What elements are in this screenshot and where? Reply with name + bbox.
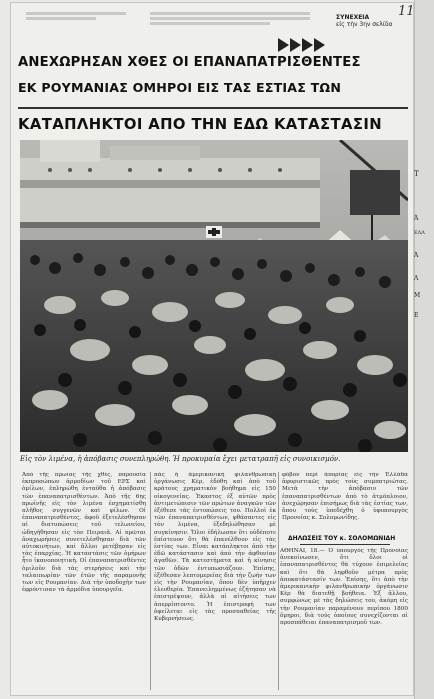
continuation-notice xyxy=(336,14,393,28)
column-divider-2 xyxy=(278,472,279,690)
headline-line-3: ΚΑΤΑΠΛΗΚΤΟΙ ΑΠΟ ΤΗΝ ΕΔΩ ΚΑΤΑΣΤΑΣΙΝ xyxy=(18,116,383,133)
right-fragment-1: Τ xyxy=(414,170,419,178)
arrow-triangles-icon xyxy=(278,38,334,52)
article-column-3a: φόβον περὶ ἀπορίας εἰς τὴν Ἑλλάδα ἀφοριστικῶς πρὸς τοὺς συμπατριώτας. Μετὰ τὴν ἀπόβασιν τῶν ἐπαναπατρισθέντων ἀπὸ τὸ ἀτμόπλοιον, ἀνεχώρησαν ἐπισήμως διὰ τὰς ἑστίας των, ὅπου τοὺς ὑπεδέχθη ὁ ὑφυπουργὸς Προνοίας κ. Σολομωνίδης. xyxy=(282,472,408,522)
right-fragment-7: Ε xyxy=(414,312,419,319)
article-column-2: πὰς ἡ ἀμερικανικὴ φιλανθρωπικὴ ὀργάνωσις Κὲρ, ἐδόθη καὶ ἀπὸ τοῦ κράτους χρηματικὸν βοήθημα εἰς 150 οἰκογενείας. Ἐκαστος ἐξ αὐτῶν πρὸς ἀντιμετώπισιν τῶν πρώτων ἀναγκῶν τῶν ἐξέθεσε τὰς ἐντυπώσεις του. Πολλοὶ ἐκ τῶν ἐπαναπατρισθέντων, φθάσαντες εἰς τὸν λιμένα, ἐξεδηλώθησαν μὲ συγκίνησιν. Ὅλοι ἐδήλωσαν ὅτι οὐδέποτε ἐπίστευον ὅτι θὰ ἐπανέλθουν εἰς τὰς ἑστίας των. Εἶναι κατάπληκτοι ἀπὸ τὴν ἐδῶ κατάστασιν καὶ ἀπὸ τὴν ἀφθονίαν ἀγαθῶν. Τὰ κατεστήματα καὶ ἡ κίνησις τῶν ὁδῶν ἐντυπωσιάζουν. Ἐπίσης, ἐξέθεσαν λεπτομερείας διὰ τὴν ζωήν των εἰς τὴν Ρουμανίαν, ὅπου δὲν ὑπῆρχεν ἐλευθερία. Ἐπανειλημμένως ἐζήτησαν νὰ ἐπιστρέψουν, ἀλλὰ αἱ αἰτήσεις των ἀπερρίπτοντο. Ἡ ἐπιστροφή των ὀφείλεται εἰς τὰς προσπαθείας τῆς Κυβερνήσεως. xyxy=(154,472,276,623)
right-fragment-2: Ἀ xyxy=(414,215,419,222)
handwritten-page-number: 11 xyxy=(398,4,415,19)
right-fragment-4: Ἀ xyxy=(414,252,419,259)
subheading-underline xyxy=(300,544,390,545)
adjacent-page-strip xyxy=(414,0,434,699)
headline-rule xyxy=(18,107,408,109)
right-fragment-3: ΕΛΛ xyxy=(414,230,425,236)
continuation-ref: είς τὴν 3ην σελίδα xyxy=(336,21,393,28)
column-divider-1 xyxy=(150,472,151,690)
article-column-3b: ΑΘΗΝΑΙ, 18.— Ὁ ὑπουργὸς τῆς Προνοίας ἀνεκοίνωσεν, ὅτι ὅλοι οἱ ἐπαναπατρισθέντες θὰ τύχουν ἐπιμελείας καὶ ὅτι θὰ ληφθοῦν μέτρα πρὸς ἀποκατάστασίν των. Ἐπίσης, ὅτι ἀπὸ τὴν ἀμερικανικὴν φιλανθρωπικὴν ὀργάνωσιν Κὲρ θὰ διατεθῇ βοήθεια. Ἐξ ἄλλου, συμφώνως μὲ τὰς δηλώσεις του, ἀκόμη εἰς τὴν Ρουμανίαν παραμένουν περίπου 1800 ὅμηροι, διὰ τοὺς ὁποίους συνεχίζονται αἱ προσπάθειαι ἐπαναπατρισμοῦ των. xyxy=(280,548,408,627)
headline-line-1: ΑΝΕΧΩΡΗΣΑΝ ΧΘΕΣ ΟΙ ΕΠΑΝΑΠΑΤΡΙΣΘΕΝΤΕΣ xyxy=(18,55,361,70)
continuation-label: ΣΥΝΕΧΕΙΑ xyxy=(336,14,370,21)
headline-line-2: ΕΚ ΡΟΥΜΑΝΙΑΣ ΟΜΗΡΟΙ ΕΙΣ ΤΑΣ ΕΣΤΙΑΣ ΤΩΝ xyxy=(18,80,342,95)
right-fragment-5: Λ xyxy=(414,275,419,282)
top-fragment-left xyxy=(26,10,126,22)
subheading-statements: ΔΗΛΩΣΕΙΣ ΤΟΥ κ. ΣΟΛΟΜΩΝΙΔΗ xyxy=(288,535,396,542)
harbor-crowd-photo xyxy=(20,140,408,452)
article-column-1: Ἀπὸ τῆς πρωΐας τῆς χθές, παρουσία ἐκπροσώπων ἁρμοδίων τοῦ ΕΡΣ καὶ ὁμίλων, ἐπληρώθη ἐνταῦθα ἡ ἀπόβασις τῶν ἐπαναπατρισθέντων. Ἀπὸ τῆς 6ης πρωϊνῆς εἰς τὸν λιμένα ἐσχηματίσθη πλῆθος συγγενῶν καὶ φίλων. Οἱ ἐπαναπατρισθέντες, ἀφοῦ ἐξετελέσθησαν αἱ διατυπώσεις τοῦ τελωνείου, ὡδηγήθησαν εἰς τὸν Πειραιᾶ. Αἱ πρῶται ἀναχωρήσεις συνετελέσθησαν διὰ τῶν αὐτοκινήτων, καὶ ἄλλοι μετέβησαν εἰς τὰς ἐπαρχίας. Ἡ καταστάσις τῶν ὁμήρων ἦτο ἱκανοποιητική. Οἱ ἐπαναπατρισθέντες ὁμιλοῦν διὰ τὰς στερήσεις καὶ τὴν ταλαιπωρίαν τῶν ἐτῶν τῆς παραμονῆς των εἰς Ρουμανίαν. Διὰ τὴν ὑποδοχὴν των ἐφρόντισαν τὰ ἁρμόδια ὑπουργεῖα. xyxy=(22,472,146,594)
right-fragment-6: Μ xyxy=(414,292,421,299)
top-fragment-center xyxy=(150,10,310,27)
photo-caption: Εἰς τὸν λιμένα, ἡ ἀπόβασις συνεπληρώθη. Ἡ προκυμαία ἔχει μετατραπῆ εἰς συνοικισμόν. xyxy=(20,455,341,463)
